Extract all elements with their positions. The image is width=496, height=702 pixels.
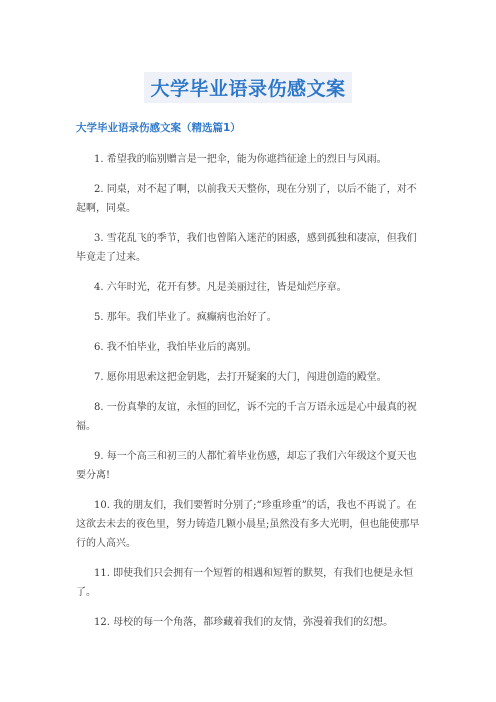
section-subtitle: 大学毕业语录伤感文案（精选篇1） (76, 122, 241, 134)
page-title: 大学毕业语录伤感文案 (144, 72, 351, 103)
list-item: 9. 每一个高三和初三的人都忙着毕业伤感，却忘了我们六年级这个夏天也要分离! (76, 451, 417, 481)
list-item: 4. 六年时光，花开有梦。凡是美丽过往，皆是灿烂序章。 (94, 282, 347, 293)
list-item: 2. 同桌，对不起了啊，以前我天天整你，现在分别了，以后不能了，对不起啊，同桌。 (76, 184, 417, 214)
quote-list (76, 150, 426, 643)
title-container (0, 72, 496, 103)
list-item: 12. 母校的每一个角落，都珍藏着我们的友情，弥漫着我们的幻想。 (94, 617, 394, 628)
list-item: 3. 雪花乱飞的季节，我们也曾陷入迷茫的困惑，感到孤独和凄凉，但我们毕竟走了过来。 (76, 233, 417, 263)
list-item: 8. 一份真挚的友谊，永恒的回忆，诉不完的千言万语永远是心中最真的祝福。 (76, 402, 417, 432)
list-item: 10. 我的朋友们，我们要暂时分别了;“珍重珍重”的话，我也不再说了。在这欲去未去的夜色里，努力铸造几颗小晨星;虽然没有多大光明，但也能使那早行的人高兴。 (76, 500, 420, 549)
list-item: 6. 我不怕毕业，我怕毕业后的离别。 (94, 342, 257, 353)
list-item: 5. 那年。我们毕业了。疯癫病也治好了。 (94, 312, 277, 323)
list-item: 7. 愿你用思索这把金钥匙，去打开疑案的大门，闯进创造的殿堂。 (94, 372, 387, 383)
list-item: 11. 即使我们只会拥有一个短暂的相遇和短暂的默契，有我们也便是永恒了。 (76, 568, 414, 598)
list-item: 1. 希望我的临别赠言是一把伞，能为你遮挡征途上的烈日与风雨。 (94, 154, 387, 165)
